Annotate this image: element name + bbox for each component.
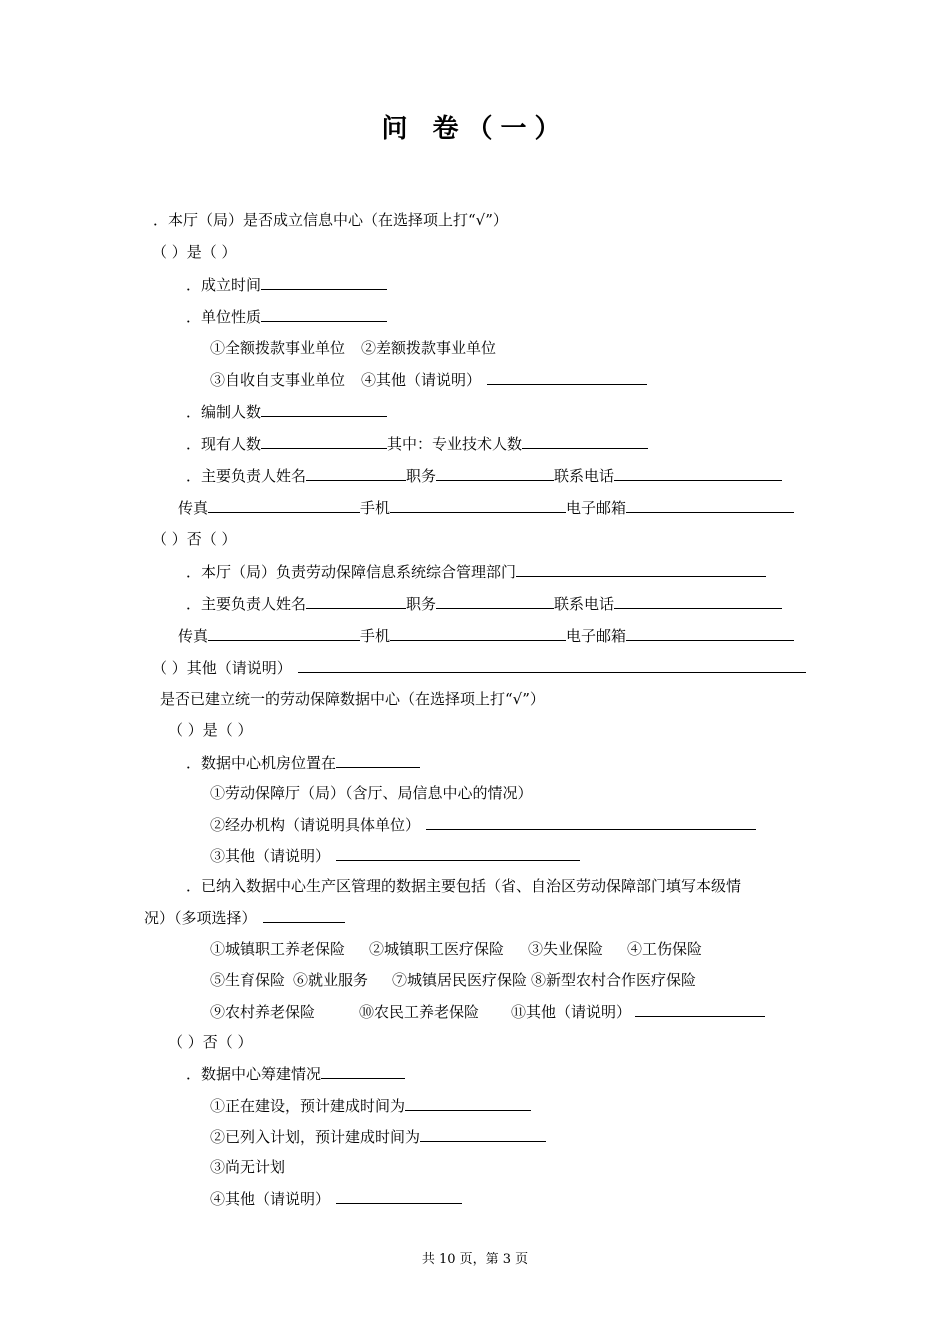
build-status-field[interactable] [321,1061,405,1079]
unit-nature-row [186,304,387,328]
mobile-field[interactable] [390,495,566,513]
mobile-label-2: 手机 [360,627,391,645]
q1-other-option[interactable]: （ ）其他（请说明） [152,659,292,677]
build-status-label: ．数据中心筹建情况 [186,1065,322,1083]
phone-field[interactable] [614,463,782,481]
data-option-employment[interactable]: ⑥就业服务 [293,971,369,989]
data-option-other[interactable]: ⑪其他（请说明） [511,1003,632,1021]
fax-field-2[interactable] [208,623,360,641]
build-option-other-row [210,1186,462,1210]
contact-row-2 [178,623,794,647]
included-data-label: 况）（多项选择） [144,909,257,927]
q2-question: 是否已建立统一的劳动保障数据中心（在选择项上打“√”） [160,690,545,708]
page-footer: 共 10 页，第 3 页 [421,1252,529,1267]
build-planned-field[interactable] [420,1124,546,1142]
established-time-field[interactable] [261,272,387,290]
room-option-other-row [210,843,580,867]
fax-label: 传真 [178,499,209,517]
data-option-migrant-pension[interactable]: ⑩农民工养老保险 [359,1003,480,1021]
room-option-agency[interactable]: ②经办机构（请说明具体单位） [210,816,421,834]
leader-name-label-2: ．主要负责人姓名 [186,595,307,613]
current-staff-label: ．现有人数 [186,435,262,453]
email-field-2[interactable] [626,623,794,641]
data-option-urban-medical[interactable]: ②城镇职工医疗保险 [369,940,505,958]
established-time-row [186,272,387,296]
unit-nature-label: ．单位性质 [186,308,262,326]
included-data-line-1: ．已纳入数据中心生产区管理的数据主要包括（省、自治区劳动保障部门填写本级情 [186,877,742,895]
data-options-row-2 [210,968,696,992]
nature-option-other[interactable]: ④其他（请说明） [361,371,482,389]
build-option-in-progress-row [210,1093,531,1117]
leader-name-field[interactable] [306,463,406,481]
current-staff-row [186,431,648,455]
q1-yes-option[interactable]: （ ）是（ ） [152,243,237,261]
staff-quota-row [186,399,387,423]
position-label-2: 职务 [406,595,437,613]
phone-label: 联系电话 [554,467,615,485]
build-status-row [186,1061,405,1085]
professional-staff-field[interactable] [522,431,648,449]
position-field-2[interactable] [436,591,554,609]
data-option-rural-cooperative-medical[interactable]: ⑧新型农村合作医疗保险 [531,971,697,989]
q2-yes-option[interactable]: （ ）是（ ） [168,721,253,739]
data-option-resident-medical[interactable]: ⑦城镇居民医疗保险 [392,971,528,989]
staff-quota-label: ．编制人数 [186,403,262,421]
fax-label-2: 传真 [178,627,209,645]
room-option-labor-bureau[interactable]: ①劳动保障厅（局）（含厅、局信息中心的情况） [210,784,533,802]
mobile-label: 手机 [360,499,391,517]
current-staff-field[interactable] [261,431,387,449]
nature-other-field[interactable] [487,367,647,385]
staff-quota-field[interactable] [261,399,387,417]
room-option-other[interactable]: ③其他（请说明） [210,847,331,865]
leader-name-field-2[interactable] [306,591,406,609]
phone-field-2[interactable] [614,591,782,609]
phone-label-2: 联系电话 [554,595,615,613]
room-agency-field[interactable] [426,812,756,830]
email-label: 电子邮箱 [566,499,627,517]
data-option-unemployment[interactable]: ③失业保险 [528,940,604,958]
q1-no-option[interactable]: （ ）否（ ） [152,530,237,548]
data-option-work-injury[interactable]: ④工伤保险 [627,940,703,958]
nature-option-partial-funded[interactable]: ②差额拨款事业单位 [361,339,497,357]
professional-staff-label: 其中：专业技术人数 [387,435,523,453]
build-option-planned[interactable]: ②已列入计划，预计建成时间为 [210,1128,421,1146]
included-data-line-2 [144,905,345,929]
build-option-other[interactable]: ④其他（请说明） [210,1190,331,1208]
data-option-urban-pension[interactable]: ①城镇职工养老保险 [210,940,346,958]
build-in-progress-field[interactable] [405,1093,531,1111]
nature-option-self-funded[interactable]: ③自收自支事业单位 [210,371,346,389]
nature-options-row-1 [210,336,496,360]
build-option-in-progress[interactable]: ①正在建设，预计建成时间为 [210,1097,406,1115]
build-other-field[interactable] [336,1186,462,1204]
room-other-field[interactable] [336,843,580,861]
data-other-field[interactable] [635,999,765,1017]
included-data-field[interactable] [263,905,345,923]
leader-name-label: ．主要负责人姓名 [186,467,307,485]
dept-field[interactable] [516,559,766,577]
established-time-label: ．成立时间 [186,276,262,294]
q1-question: ．本厅（局）是否成立信息中心（在选择项上打“√”） [153,211,508,229]
dept-label: ．本厅（局）负责劳动保障信息系统综合管理部门 [186,563,517,581]
room-location-row [186,750,420,774]
room-option-agency-row [210,812,756,836]
email-field[interactable] [626,495,794,513]
room-location-label: ．数据中心机房位置在 [186,754,337,772]
data-option-maternity[interactable]: ⑤生育保险 [210,971,286,989]
room-location-field[interactable] [336,750,420,768]
build-option-no-plan[interactable]: ③尚无计划 [210,1158,286,1176]
data-option-rural-pension[interactable]: ⑨农村养老保险 [210,1003,316,1021]
nature-options-row-2 [210,367,647,391]
dept-row [186,559,766,583]
page-title: 问 卷（一） [381,114,569,144]
q1-other-field[interactable] [298,655,806,673]
unit-nature-field[interactable] [261,304,387,322]
contact-row [178,495,794,519]
data-options-row-1 [210,937,702,961]
leader-row-2 [186,591,782,615]
build-option-planned-row [210,1124,546,1148]
email-label-2: 电子邮箱 [566,627,627,645]
mobile-field-2[interactable] [390,623,566,641]
q1-other-row [152,655,806,679]
fax-field[interactable] [208,495,360,513]
q2-no-option[interactable]: （ ）否（ ） [168,1033,253,1051]
data-options-row-3 [210,999,765,1023]
position-label: 职务 [406,467,437,485]
nature-option-full-funded[interactable]: ①全额拨款事业单位 [210,339,346,357]
position-field[interactable] [436,463,554,481]
leader-row [186,463,782,487]
